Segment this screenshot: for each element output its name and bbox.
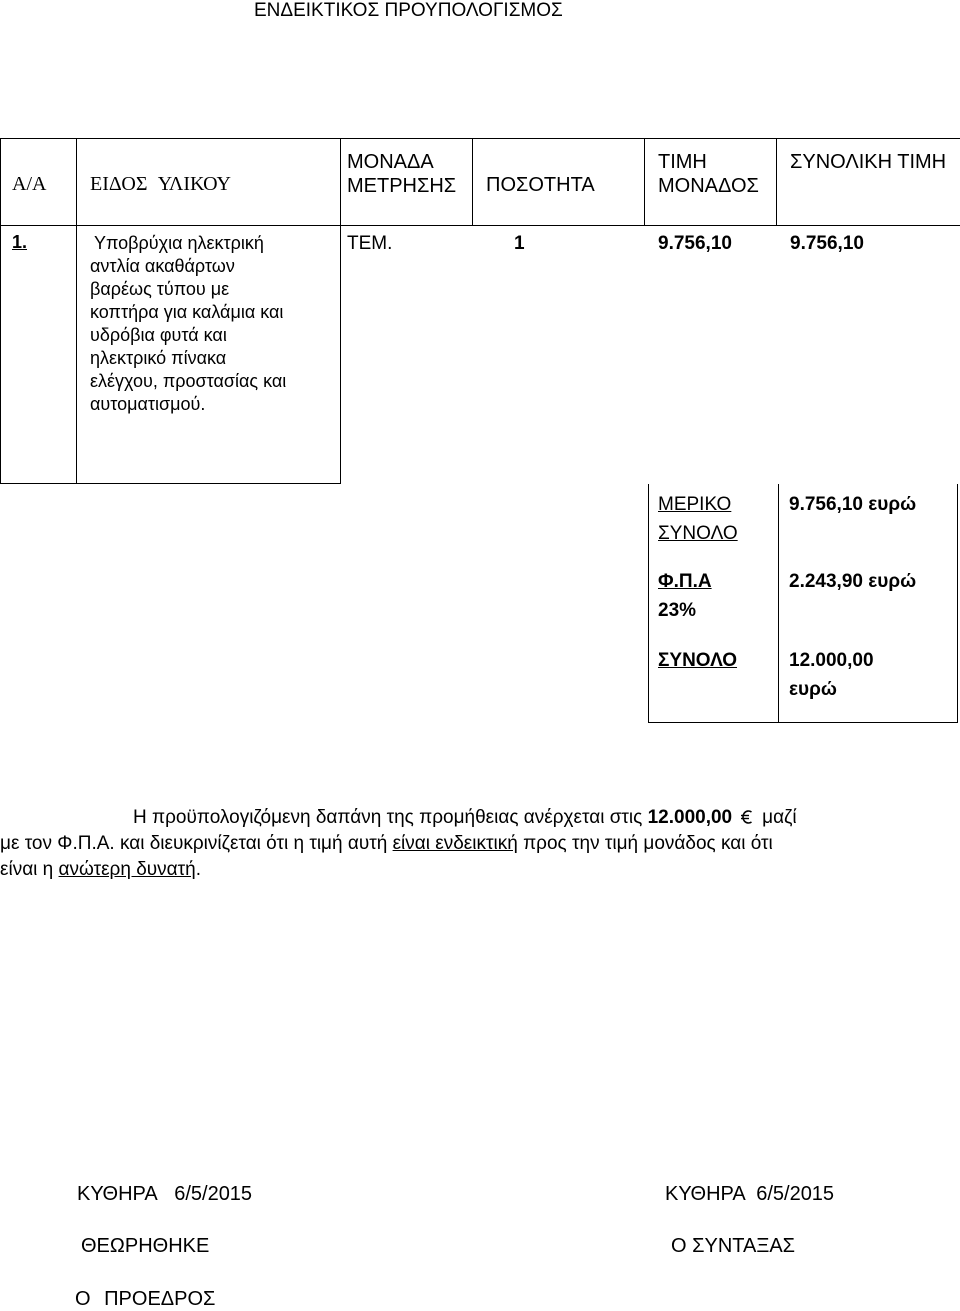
header-item: ΕΙΔΟΣ ΥΛΙΚΟΥ xyxy=(90,173,231,195)
col-divider-1 xyxy=(76,138,77,484)
table-left-border xyxy=(0,138,1,484)
header-aa: Α/Α xyxy=(12,173,47,195)
header-total: ΣΥΝΟΛΙΚΗ ΤΙΜΗ xyxy=(790,151,947,173)
total-label: ΣΥΝΟΛΟ xyxy=(658,650,738,671)
summary-bottom-border xyxy=(648,722,958,723)
subtotal-value: 9.756,10 ευρώ xyxy=(789,494,917,515)
left-role: ΘΕΩΡΗΘΗΚΕ xyxy=(81,1235,210,1257)
vat-value: 2.243,90 ευρώ xyxy=(789,571,917,592)
left-person: Ο ΠΡΟΕΔΡΟΣ xyxy=(75,1288,216,1310)
right-place-date: ΚΥΘΗΡΑ 6/5/2015 xyxy=(665,1183,835,1205)
document-title: ΕΝΔΕΙΚΤΙΚΟΣ ΠΡΟΥΠΟΛΟΓΙΣΜΟΣ xyxy=(254,0,563,21)
col-divider-2 xyxy=(340,138,341,484)
right-role: Ο ΣΥΝΤΑΞΑΣ xyxy=(671,1235,796,1257)
col-divider-3 xyxy=(472,138,473,226)
row-total: 9.756,10 xyxy=(790,233,864,254)
total-value: 12.000,00 ευρώ xyxy=(789,650,874,700)
vat-label: Φ.Π.Α 23% xyxy=(658,571,712,621)
note-line-3: είναι η ανώτερη δυνατή. xyxy=(0,859,202,880)
euro-icon xyxy=(740,809,754,825)
row-description: Υποβρύχια ηλεκτρική αντλία ακαθάρτων βαρέως τύπου με κοπτήρα για καλάμια και υδρόβια φυτά και ηλεκτρικό πίνακα ελέγχου, προστασίας και αυτοματισμού. xyxy=(90,233,287,414)
summary-left-border xyxy=(648,484,649,723)
row-aa: 1. xyxy=(12,232,28,252)
summary-right-border xyxy=(957,484,958,723)
header-quantity: ΠΟΣΟΤΗΤΑ xyxy=(486,174,595,196)
row-unit: ΤΕΜ. xyxy=(347,233,393,254)
note-amount: 12.000,00 xyxy=(647,807,733,828)
header-unit: ΜΟΝΑΔΑ ΜΕΤΡΗΣΗΣ xyxy=(347,151,457,197)
header-unit-price: ΤΙΜΗ ΜΟΝΑΔΟΣ xyxy=(658,151,759,197)
left-place-date: ΚΥΘΗΡΑ 6/5/2015 xyxy=(77,1183,253,1205)
header-bottom-border xyxy=(0,225,960,226)
col-divider-5 xyxy=(776,138,777,226)
note-line-1: Η προϋπολογιζόμενη δαπάνη της προμήθειας ανέρχεται στις 12.000,00 μαζί xyxy=(133,807,797,828)
row-bottom-border xyxy=(0,483,341,484)
col-divider-4 xyxy=(644,138,645,226)
row-unit-price: 9.756,10 xyxy=(658,233,732,254)
table-top-border xyxy=(0,138,960,139)
row-quantity: 1 xyxy=(514,233,525,254)
subtotal-label: ΜΕΡΙΚΟ ΣΥΝΟΛΟ xyxy=(658,494,738,544)
note-line-2: με τον Φ.Π.Α. και διευκρινίζεται ότι η τιμή αυτή είναι ενδεικτική προς την τιμή μονάδος και ότι xyxy=(0,833,773,854)
summary-divider xyxy=(778,484,779,723)
